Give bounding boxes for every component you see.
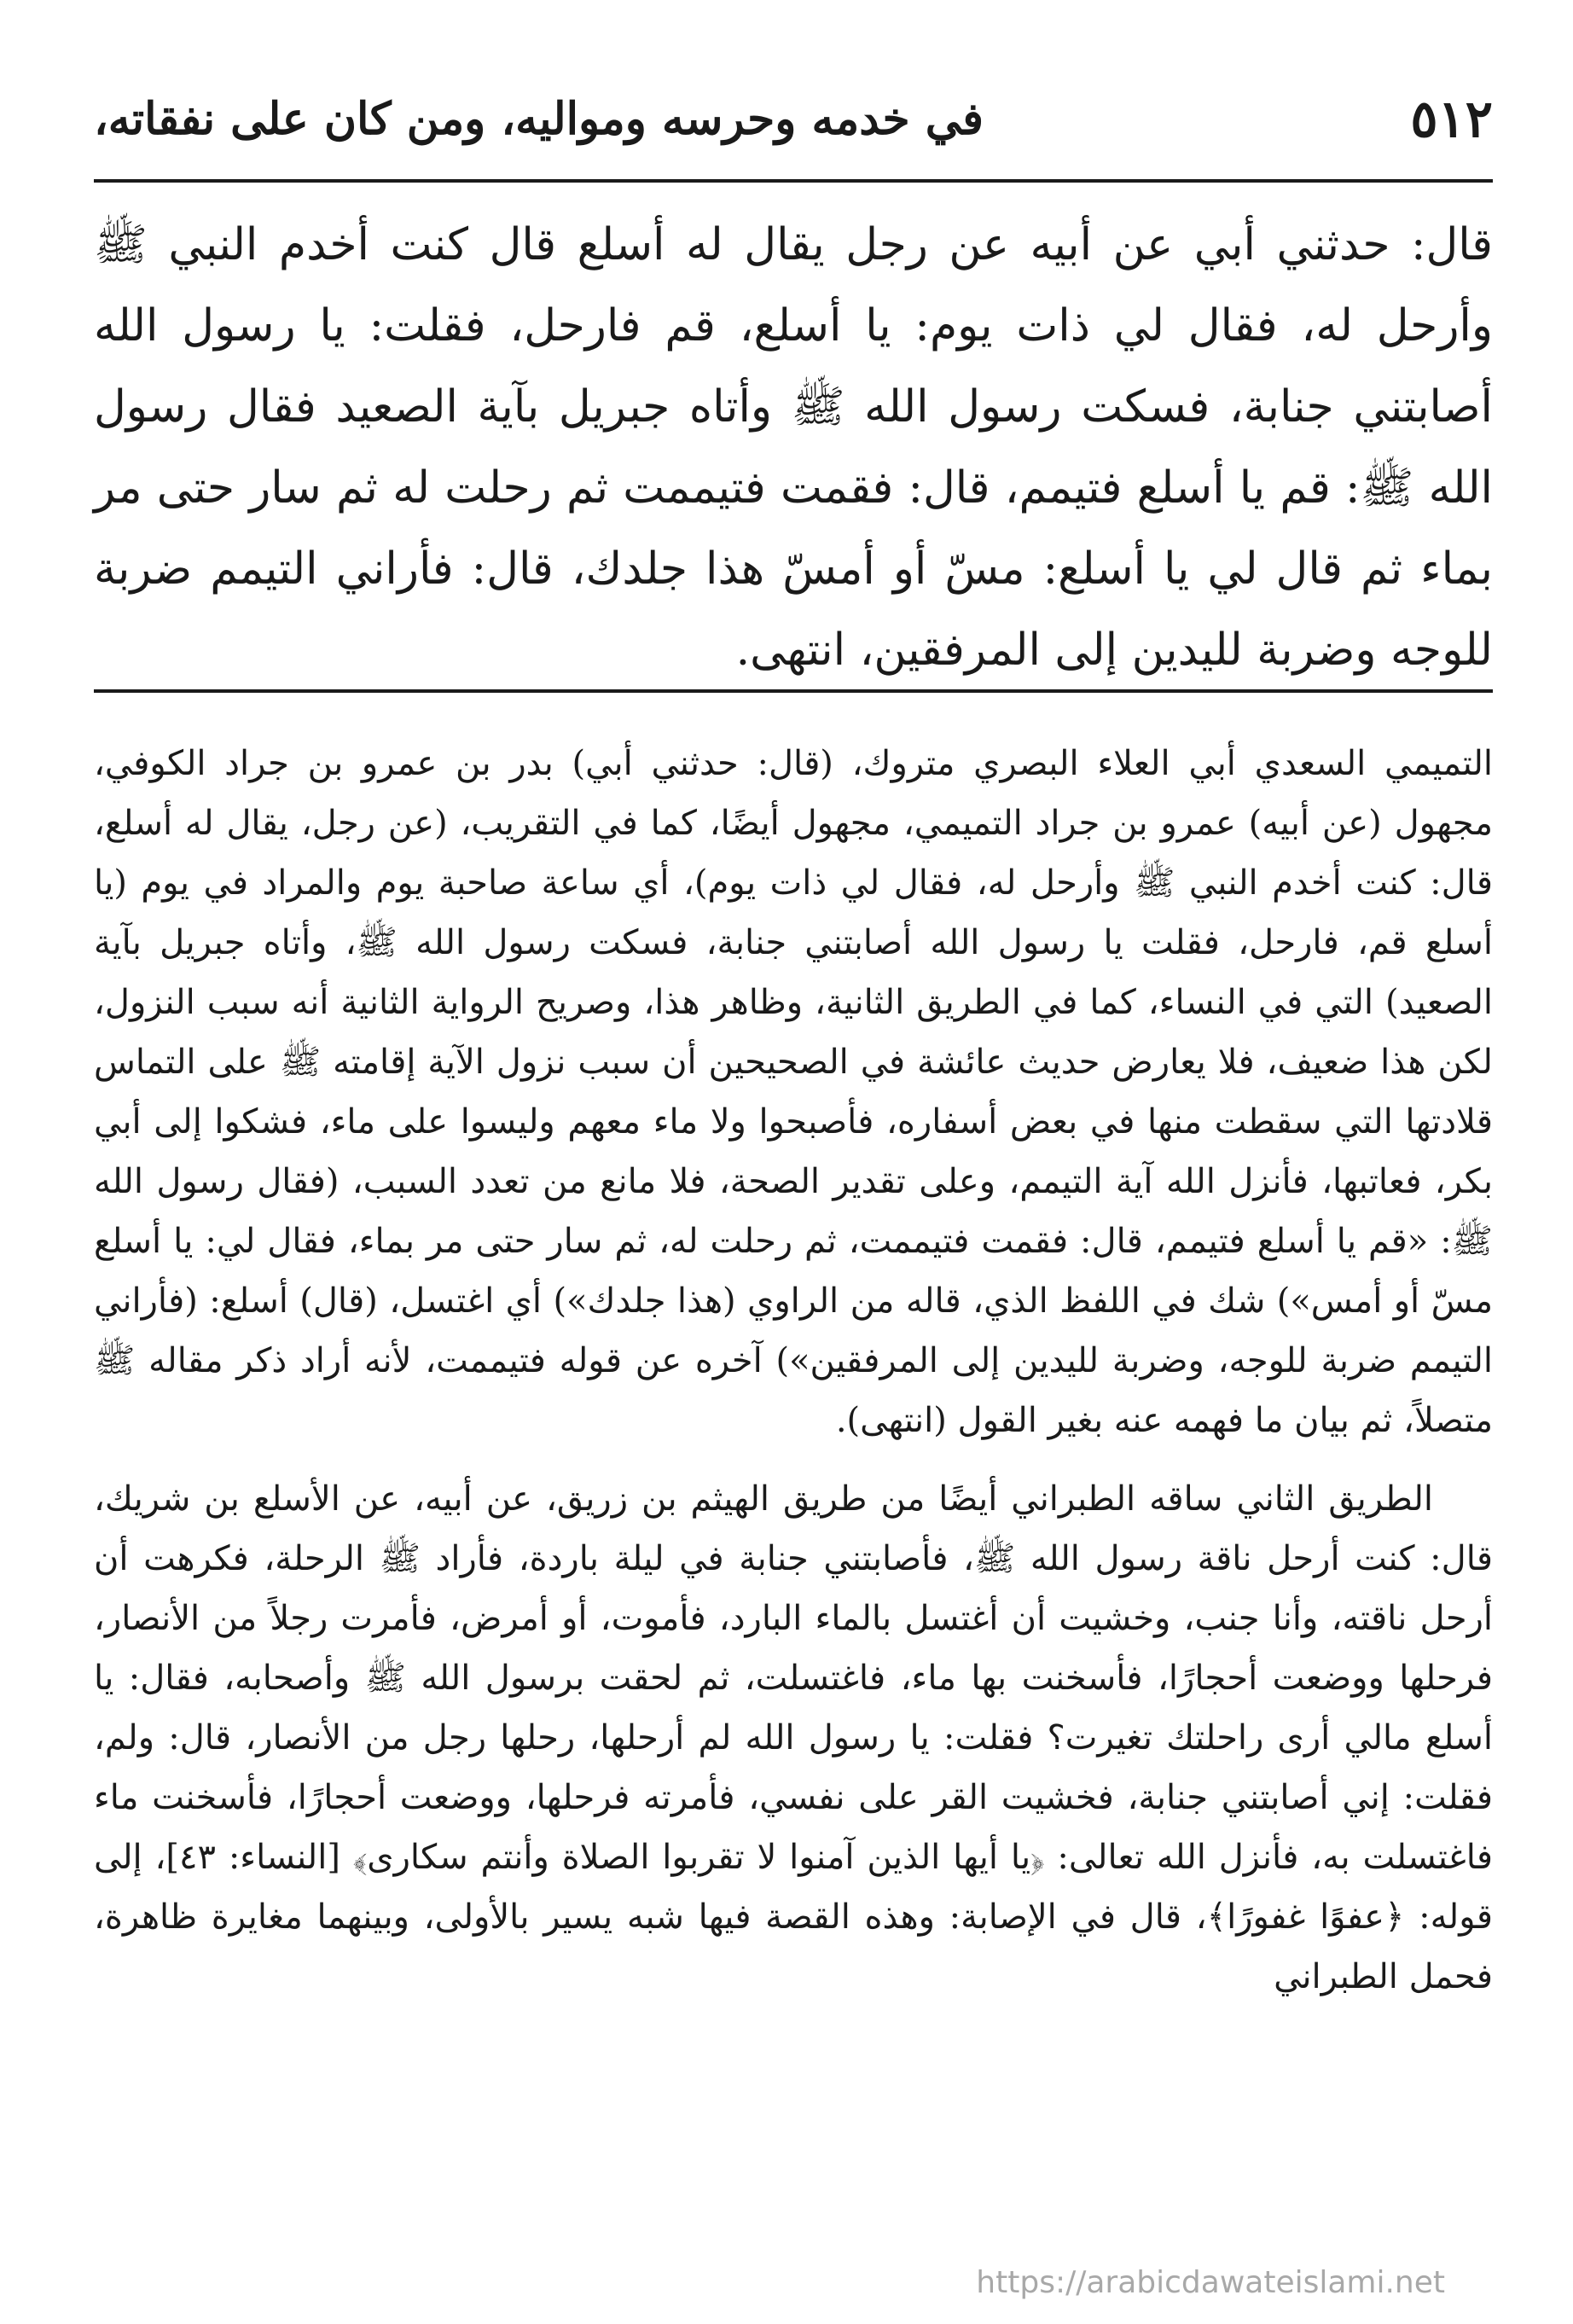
hadith-text: قال: حدثني أبي عن أبيه عن رجل يقال له أسلع قال كنت أخدم النبي ﷺ وأرحل له، فقال لي ذات يوم: يا أسلع، قم فارحل، فقلت: يا رسول الله أصابتني جنابة، فسكت رسول الله ﷺ وأتاه جبريل بآية الصعيد فقال رسول الله ﷺ: قم يا أسلع فتيمم، قال: فقمت فتيممت ثم رحلت له ثم سار حتى مر بماء ثم قال لي يا أسلع: مسّ أو أمسّ هذا جلدك، قال: فأراني التيمم ضربة للوجه وضربة لليدين إلى المرفقين، انتهى.	[94, 219, 1494, 676]
commentary-paragraph-2: الطريق الثاني ساقه الطبراني أيضًا من طريق الهيثم بن زريق، عن أبيه، عن الأسلع بن شريك، قال: كنت أرحل ناقة رسول الله ﷺ، فأصابتني جنابة في ليلة باردة، فأراد ﷺ الرحلة، فكرهت أن أرحل ناقته، وأنا جنب، وخشيت أن أغتسل بالماء البارد، فأموت، أو أمرض، فأمرت رجلاً من الأنصار، فرحلها ووضعت أحجارًا، فأسخنت بها ماء، فاغتسلت، ثم لحقت برسول الله ﷺ وأصحابه، فقال: يا أسلع مالي أرى راحلتك تغيرت؟ فقلت: يا رسول الله لم أرحلها، رحلها رجل من الأنصار، قال: ولم، فقلت: إني أصابتني جنابة، فخشيت القر على نفسي، فأمرته فرحلها، ووضعت أحجارًا، فأسخنت ماء فاغتسلت به، فأنزل الله تعالى: ﴿يا أيها الذين آمنوا لا تقربوا الصلاة وأنتم سكارى﴾ [النساء: ٤٣]، إلى قوله: ﴿عفوًا غفورًا﴾، قال في الإصابة: وهذه القصة فيها شبه يسير بالأولى، وبينهما مغايرة ظاهرة، فحمل الطبراني	[94, 1479, 1493, 1996]
running-title: في خدمه وحرسه ومواليه، ومن كان على نفقاته،	[94, 93, 984, 145]
page-number: ٥١٢	[1410, 90, 1493, 149]
commentary-section	[94, 734, 1493, 2007]
header-rule	[94, 179, 1493, 183]
commentary-paragraph-1: التميمي السعدي أبي العلاء البصري متروك، (قال: حدثني أبي) بدر بن عمرو بن جراد الكوفي، مجهول (عن أبيه) عمرو بن جراد التميمي، مجهول أيضًا، كما في التقريب، (عن رجل، يقال له أسلع، قال: كنت أخدم النبي ﷺ وأرحل له، فقال لي ذات يوم)، أي ساعة صاحبة يوم والمراد في يوم (يا أسلع قم، فارحل، فقلت يا رسول الله أصابتني جنابة، فسكت رسول الله ﷺ، وأتاه جبريل بآية الصعيد) التي في النساء، كما في الطريق الثانية، وظاهر هذا، وصريح الرواية الثانية أنه سبب النزول، لكن هذا ضعيف، فلا يعارض حديث عائشة في الصحيحين أن سبب نزول الآية إقامته ﷺ على التماس قلادتها التي سقطت منها في بعض أسفاره، فأصبحوا ولا ماء معهم وليسوا على ماء، فشكوا إلى أبي بكر، فعاتبها، فأنزل الله آية التيمم، وعلى تقدير الصحة، فلا مانع من تعدد السبب، (فقال رسول الله ﷺ: «قم يا أسلع فتيمم، قال: فقمت فتيممت، ثم رحلت له، ثم سار حتى مر بماء، فقال لي: يا أسلع مسّ أو أمس») شك في اللفظ الذي، قاله من الراوي (هذا جلدك») أي اغتسل، (قال) أسلع: (فأراني التيمم ضربة للوجه، وضربة لليدين إلى المرفقين») آخره عن قوله فتيممت، لأنه أراد ذكر مقاله ﷺ متصلاً، ثم بيان ما فهمه عنه بغير القول (انتهى).	[94, 744, 1493, 1440]
page-header	[94, 81, 1493, 162]
watermark-url: https://arabicdawateislami.net	[976, 2265, 1445, 2300]
section-divider	[94, 689, 1493, 693]
